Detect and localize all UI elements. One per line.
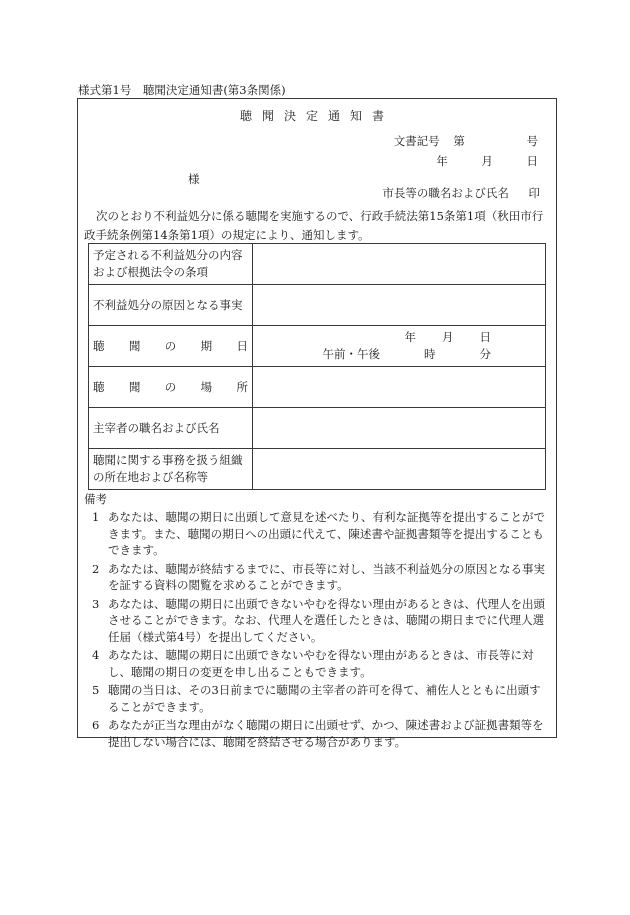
label-char: 聞 — [128, 338, 141, 353]
hearing-year: 年 — [404, 330, 416, 344]
table-row — [89, 326, 546, 367]
list-item — [92, 682, 552, 715]
row-value-facts — [253, 285, 546, 326]
row-label-office: 聴聞に関する事務を扱う組織の所在地および名称等 — [89, 449, 253, 490]
note-text: あなたは、聴聞の期日に出頭できないやむを得ない理由があるときは、代理人を出頭させることができます。なお、代理人を選任したときは、聴聞の期日までに代理人選任届（様式第4号）を提出してください。 — [108, 596, 545, 644]
row-label-facts: 不利益処分の原因となる事実 — [89, 285, 253, 326]
label-char: 所 — [236, 379, 248, 394]
hearing-minute: 分 — [479, 347, 491, 361]
notice-frame — [77, 98, 557, 749]
form-label: 様式第1号 聴聞決定通知書(第3条関係) — [78, 83, 286, 97]
hearing-info-table — [88, 243, 546, 490]
sender-seal: 印 — [528, 186, 540, 200]
label-char: の — [164, 338, 177, 353]
row-value-disposition — [253, 244, 546, 285]
note-text: あなたは、聴聞の期日に出頭できないやむを得ない理由があるときは、市長等に対し、聴聞の期日の変更を申し出ることもできます。 — [108, 648, 534, 679]
date-line — [436, 153, 538, 169]
label-char: 場 — [200, 379, 213, 394]
hearing-ampm: 午前・午後 — [322, 347, 380, 361]
table-row — [89, 449, 546, 490]
doc-number-go: 号 — [526, 134, 538, 148]
sender-line — [382, 185, 540, 201]
note-number: 4 — [92, 648, 100, 662]
row-value-hearing-place — [253, 367, 546, 408]
note-number: 6 — [92, 718, 100, 732]
note-number: 3 — [92, 596, 100, 611]
list-item — [92, 717, 552, 750]
intro-paragraph: 次のとおり不利益処分に係る聴聞を実施するので、行政手続法第15条第1項（秋田市行政手続条例第14条第1項）の規定により、通知します。 — [84, 209, 544, 242]
list-item — [92, 596, 552, 646]
hearing-day: 日 — [479, 330, 491, 344]
note-text: あなたは、聴聞が終結するまでに、市長等に対し、当該不利益処分の原因となる事実を証する資料の閲覧を求めることができます。 — [108, 561, 545, 592]
list-item — [92, 561, 552, 594]
row-label-disposition: 予定される不利益処分の内容および根拠法令の条項 — [89, 244, 253, 285]
note-text: あなたが正当な理由がなく聴聞の期日に出頭せず、かつ、陳述書および証拠書類等を提出しない場合には、聴聞を終結させる場合があります。 — [108, 718, 544, 749]
note-text: あなたは、聴聞の期日に出頭して意見を述べたり、有利な証拠等を提出することができます。また、聴聞の期日への出頭に代えて、陳述書や証拠書類等を提出することもできます。 — [108, 510, 545, 557]
addressee-suffix: 様 — [188, 172, 200, 186]
doc-number-label: 文書記号 — [393, 134, 440, 148]
hearing-month: 月 — [442, 330, 454, 344]
label-char: 聞 — [128, 379, 141, 394]
table-row — [89, 244, 546, 285]
doc-number-dai: 第 — [453, 134, 465, 148]
notes-list — [92, 509, 552, 752]
note-number: 1 — [92, 510, 100, 524]
date-day: 日 — [526, 154, 538, 168]
note-text: 聴聞の当日は、その3日前までに聴聞の主宰者の許可を得て、補佐人とともに出頭することができます。 — [108, 683, 541, 714]
list-item — [92, 647, 552, 680]
label-char: 期 — [200, 338, 213, 353]
row-value-presider — [253, 408, 546, 449]
row-label-hearing-date — [89, 326, 253, 367]
label-char: 聴 — [93, 338, 105, 353]
row-label-hearing-place — [89, 367, 253, 408]
list-item — [92, 509, 552, 559]
date-year: 年 — [436, 154, 448, 168]
table-row — [89, 285, 546, 326]
notice-title: 聴聞決定通知書 — [239, 109, 394, 123]
note-number: 5 — [92, 683, 100, 697]
hearing-hour: 時 — [424, 347, 436, 361]
table-row — [89, 408, 546, 449]
notes-heading: 備考 — [84, 492, 107, 506]
table-row — [89, 367, 546, 408]
sender-title: 市長等の職名および氏名 — [382, 186, 509, 200]
row-label-presider: 主宰者の職名および氏名 — [89, 408, 253, 449]
label-char: 日 — [236, 338, 248, 353]
doc-number-line — [394, 133, 538, 149]
label-char: 聴 — [93, 379, 105, 394]
label-char: の — [164, 379, 177, 394]
date-month: 月 — [481, 154, 493, 168]
row-value-office — [253, 449, 546, 490]
note-number: 2 — [92, 561, 100, 576]
row-value-hearing-date — [253, 326, 546, 367]
